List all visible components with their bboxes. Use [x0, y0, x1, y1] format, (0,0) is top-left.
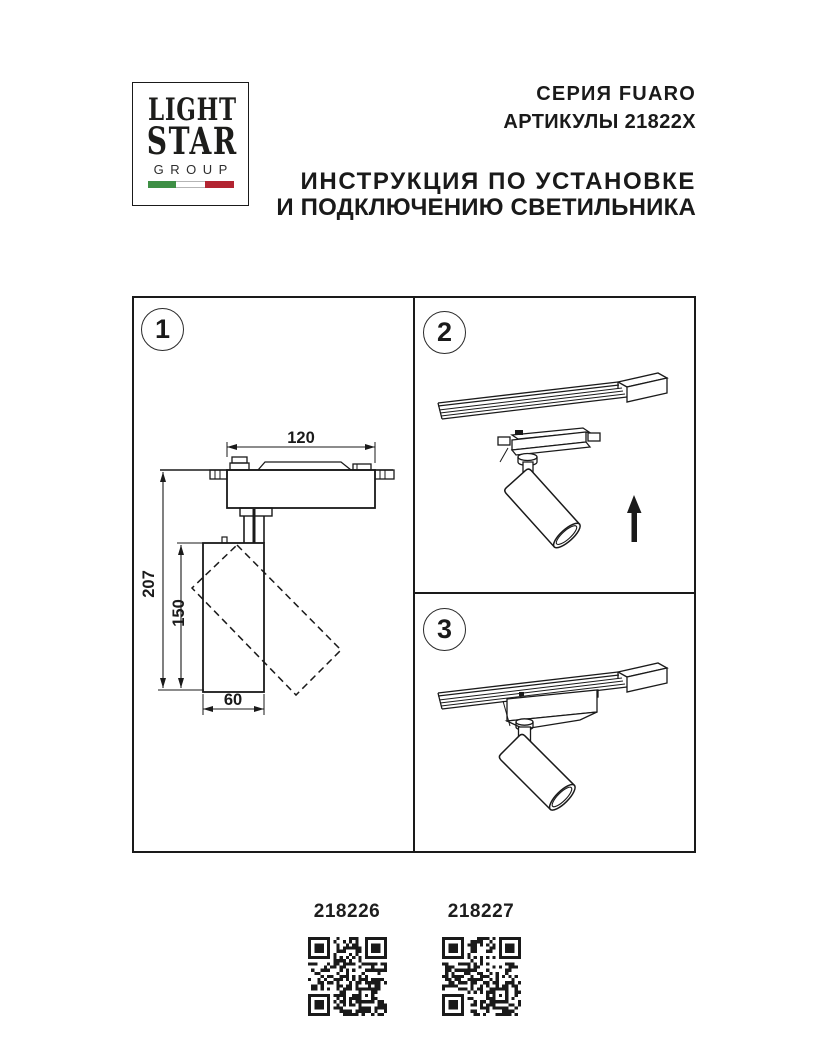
dimension-label-body-width: 60: [223, 691, 243, 709]
lightstar-logo: [132, 82, 249, 206]
italian-flag-bar: [148, 181, 234, 188]
spot-cylinder: [503, 468, 583, 552]
step-1-dimension-drawing: [134, 298, 413, 851]
figure-grid: [132, 296, 696, 853]
header-titles: [276, 80, 696, 221]
dimension-label-total-height: 207: [140, 570, 158, 598]
step-3-number: 3: [436, 614, 453, 644]
dimension-label-body-height: 150: [170, 599, 188, 627]
step-3-badge: [423, 608, 466, 651]
article-number-1: 218226: [313, 901, 381, 922]
qr-code-2: [442, 937, 521, 1016]
flag-white-segment: [176, 181, 205, 188]
logo-word-group: GROUP: [153, 162, 234, 177]
spot-cylinder: [498, 733, 579, 814]
logo-word-light: LIGHT: [147, 92, 237, 128]
step-2-badge: [423, 311, 466, 354]
track-adapter: [498, 428, 600, 462]
instruction-title-line1: ИНСТРУКЦИЯ ПО УСТАНОВКЕ: [300, 168, 696, 195]
flag-red-segment: [205, 181, 234, 188]
article-number-2: 218227: [447, 901, 515, 922]
instruction-title-line2: И ПОДКЛЮЧЕНИЮ СВЕТИЛЬНИКА: [276, 194, 696, 221]
up-arrow: [627, 495, 642, 542]
articles-title: АРТИКУЛЫ 21822X: [503, 111, 696, 133]
series-title: СЕРИЯ FUARO: [536, 83, 696, 105]
qr-code-1: [308, 937, 387, 1016]
qr-block-2: [441, 901, 521, 1016]
dimension-label-track-width: 120: [287, 429, 315, 447]
step-1-badge: [141, 308, 184, 351]
step-1-number: 1: [154, 314, 171, 344]
flag-green-segment: [148, 181, 177, 188]
step-2-number: 2: [436, 317, 453, 347]
qr-block-1: [307, 901, 387, 1016]
track-rail: [438, 373, 667, 419]
logo-word-star: STAR: [146, 119, 238, 163]
